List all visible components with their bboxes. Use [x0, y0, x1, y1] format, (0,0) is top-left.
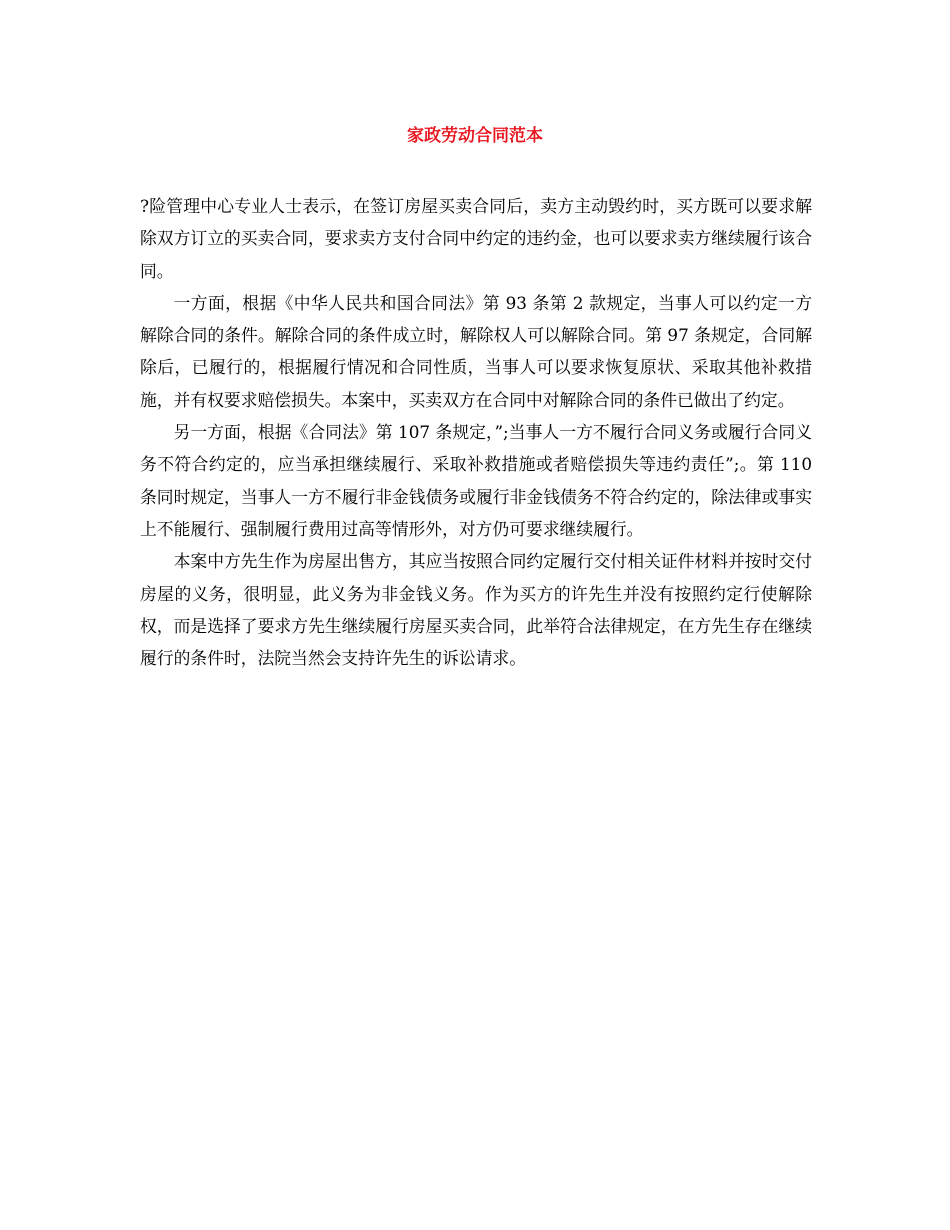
paragraph-3: 另一方面，根据《合同法》第 107 条规定，”;当事人一方不履行合同义务或履行合同义务不符合约定的，应当承担继续履行、采取补救措施或者赔偿损失等违约责任”;。第 110 条同时规定，当事人一方不履行非金钱债务或履行非金钱债务不符合约定的，除法律或事实上不能履行、强制履行费用过高等情形外，对方仍可要求继续履行。	[140, 422, 812, 539]
document-title: 家政劳动合同范本	[407, 126, 543, 146]
paragraph-1: ?险管理中心专业人士表示，在签订房屋买卖合同后，卖方主动毁约时，买方既可以要求解除双方订立的买卖合同，要求卖方支付合同中约定的违约金，也可以要求卖方继续履行该合同。	[140, 196, 812, 281]
paragraph-4: 本案中方先生作为房屋出售方，其应当按照合同约定履行交付相关证件材料并按时交付房屋的义务，很明显，此义务为非金钱义务。作为买方的许先生并没有按照约定行使解除权，而是选择了要求方先生继续履行房屋买卖合同，此举符合法律规定，在方先生存在继续履行的条件时，法院当然会支持许先生的诉讼请求。	[140, 551, 812, 669]
document-body	[140, 190, 812, 674]
paragraph-2: 一方面，根据《中华人民共和国合同法》第 93 条第 2 款规定，当事人可以约定一方解除合同的条件。解除合同的条件成立时，解除权人可以解除合同。第 97 条规定，合同解除后，已履行的，根据履行情况和合同性质，当事人可以要求恢复原状、采取其他补救措施，并有权要求赔偿损失。本案中，买卖双方在合同中对解除合同的条件已做出了约定。	[140, 292, 812, 410]
